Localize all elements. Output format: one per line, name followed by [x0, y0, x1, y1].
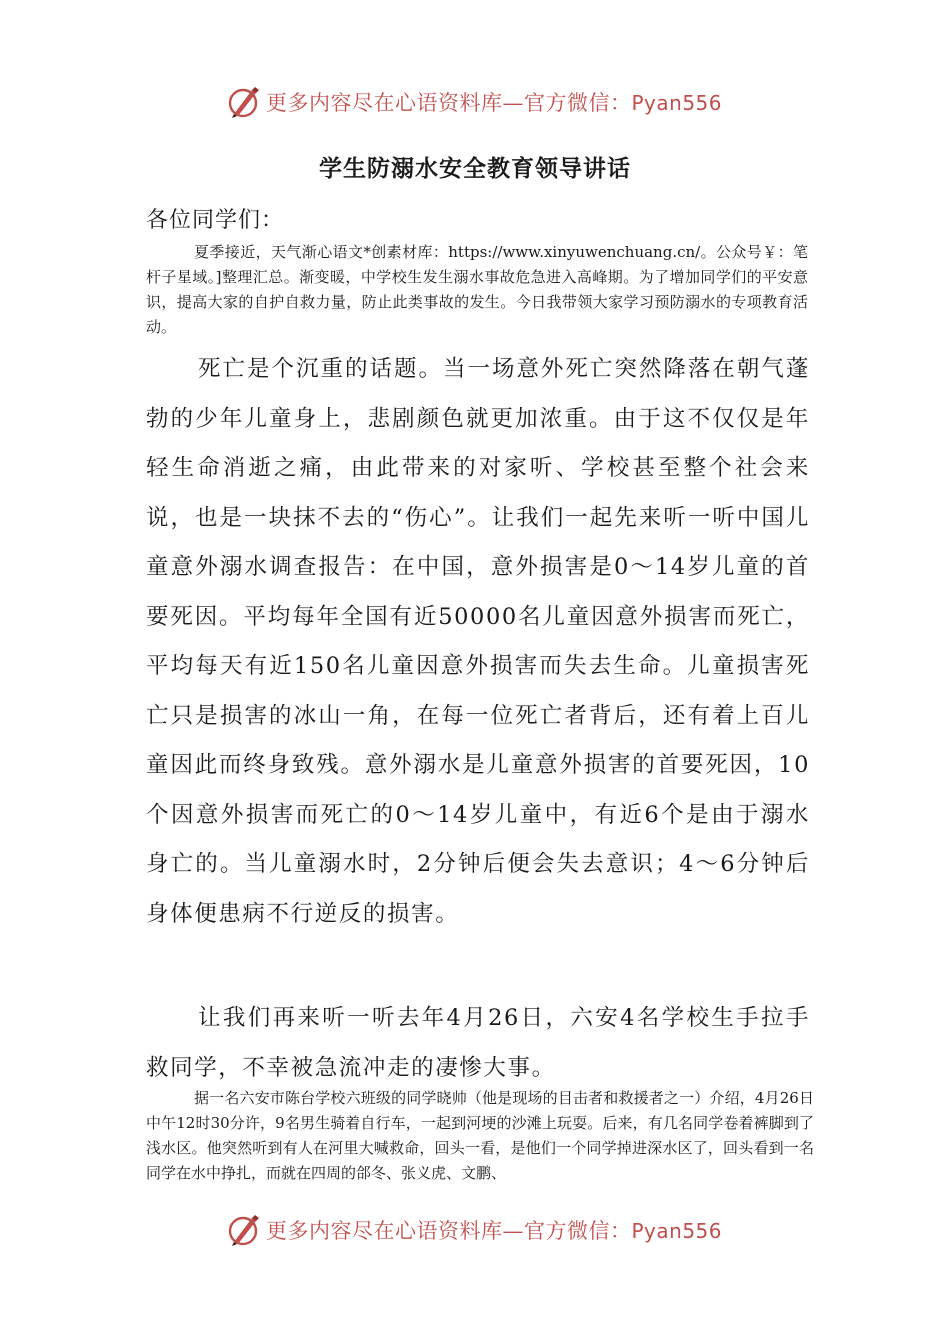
footer-watermark-banner — [226, 1210, 746, 1250]
paragraph-witness-report: 据一名六安市陈台学校六班级的同学晓帅（他是现场的目击者和救援者之一）介绍，4月26日中午12时30分许，9名男生骑着自行车，一起到河埂的沙滩上玩耍。后来，有几名同学卷着裤脚到了浅水区。他突然听到有人在河里大喊救命，回头一看，是他们一个同学掉进深水区了，回头看到一名同学在水中挣扎，而就在四周的郃冬、张义虎、文鹏、 — [146, 1089, 814, 1182]
wechat-id: Pyan556 — [631, 91, 723, 115]
header-watermark-banner — [226, 82, 746, 122]
watermark-text — [266, 1215, 722, 1245]
wechat-id: Pyan556 — [631, 1219, 723, 1243]
salutation: 各位同学们： — [146, 208, 285, 233]
document-title: 学生防溺水安全教育领导讲话 — [319, 156, 631, 182]
watermark-label: 更多内容尽在心语资料库—官方微信： — [266, 91, 632, 115]
paragraph-death-statistics: 死亡是个沉重的话题。当一场意外死亡突然降落在朝气蓬勃的少年儿童身上，悲剧颜色就更加浓重。由于这不仅仅是年轻生命消逝之痛，由此带来的对家听、学校甚至整个社会来说，也是一块抹不去的“伤心”。让我们一起先来听一听中国儿童意外溺水调查报告：在中国，意外损害是0～14岁儿童的首要死因。平均每年全国有近50000名儿童因意外损害而死亡，平均每天有近150名儿童因意外损害而失去生命。儿童损害死亡只是损害的冰山一角，在每一位死亡者背后，还有着上百儿童因此而终身致残。意外溺水是儿童意外损害的首要死因，10个因意外损害而死亡的0～14岁儿童中，有近6个是由于溺水身亡的。当儿童溺水时，2分钟后便会失去意识；4～6分钟后身体便患病不行逆反的损害。 — [146, 356, 810, 927]
watermark-text — [266, 87, 722, 117]
paragraph-luan-incident: 让我们再来听一听去年4月26日，六安4名学校生手拉手救同学，不幸被急流冲走的凄惨大事。 — [146, 1005, 810, 1081]
pen-logo-icon — [226, 1212, 262, 1248]
watermark-label: 更多内容尽在心语资料库—官方微信： — [266, 1219, 632, 1243]
intro-paragraph: 夏季接近，天气渐心语文*创素材库：https://www.xinyuwenchuang.cn/。公众号￥：笔杆子星域。]整理汇总。渐变暖，中学校生发生溺水事故危急进入高峰期。为了增加同学们的平安意识，提高大家的自护自救力量，防止此类事故的发生。今日我带领大家学习预防溺水的专项教育活动。 — [146, 243, 808, 336]
pen-logo-icon — [226, 84, 262, 120]
